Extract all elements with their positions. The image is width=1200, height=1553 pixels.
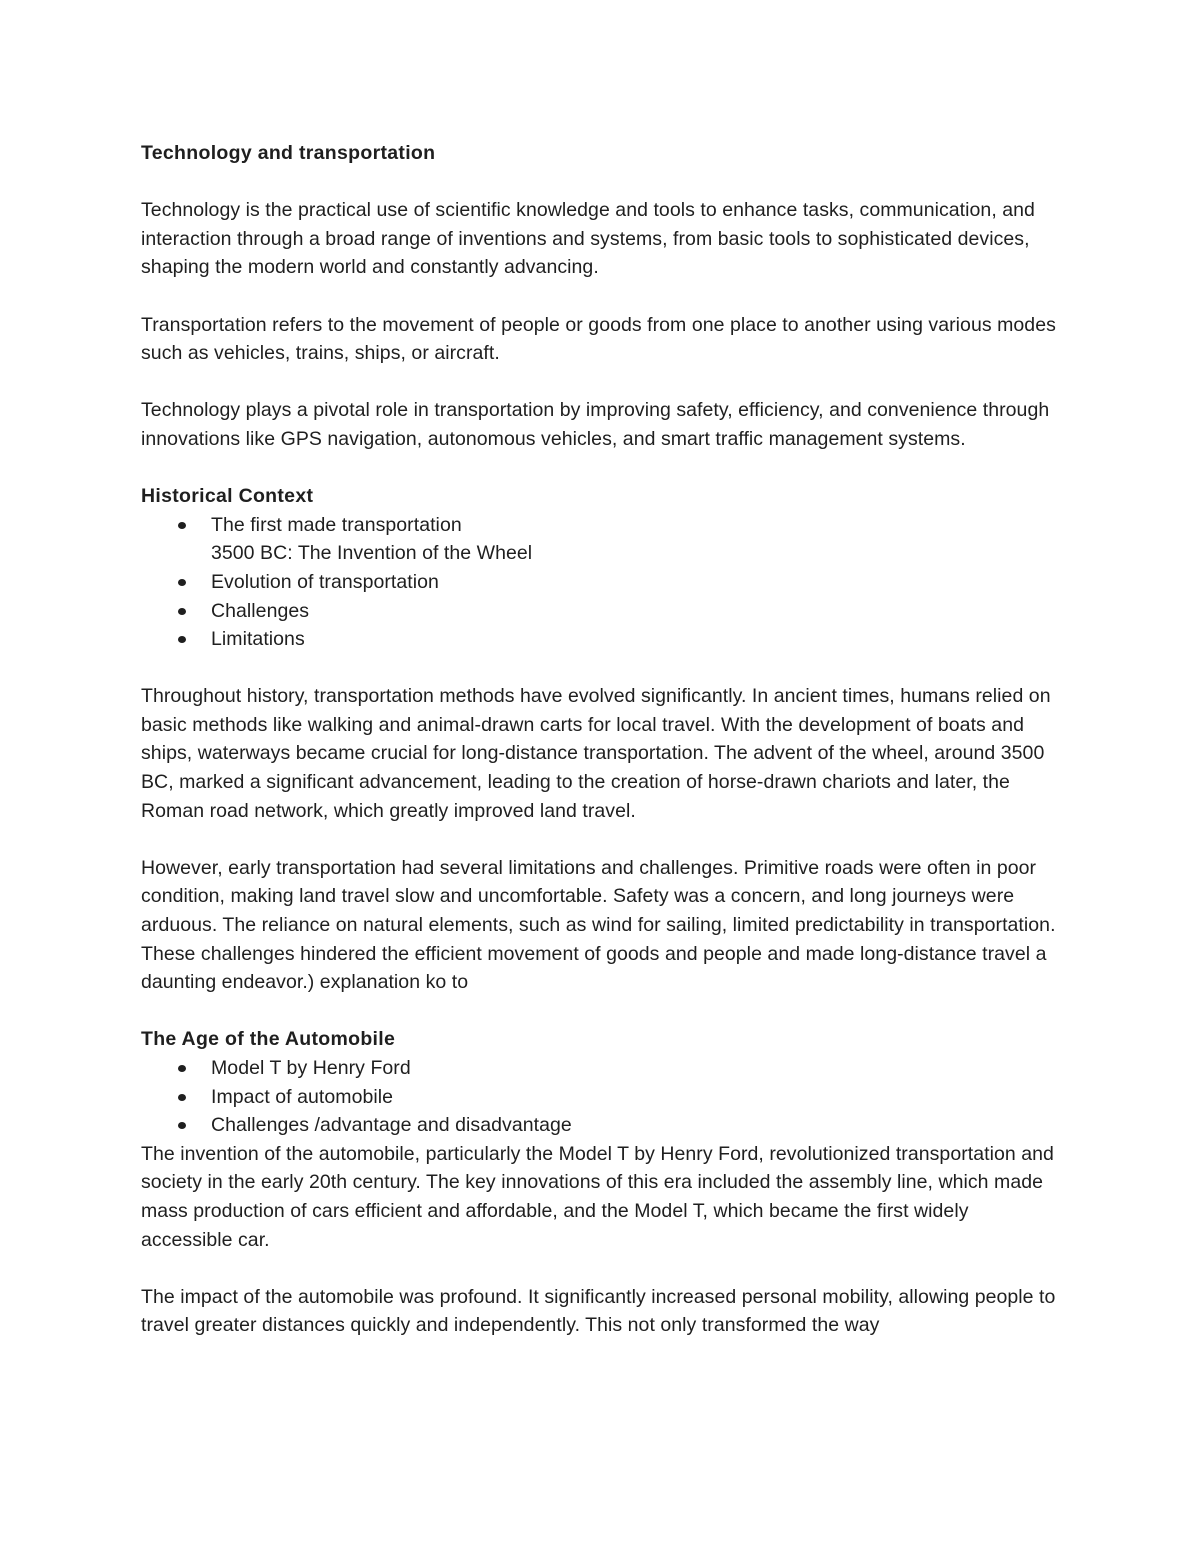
automobile-paragraph-invention: The invention of the automobile, particularly the Model T by Henry Ford, revolutionized transportation and society in the early 20th century. The key innovations of this era included the assembly line, which made mass production of cars efficient and affordable, and the Model T, which became the first widely accessible car.: [141, 1142, 1054, 1251]
list-item: [141, 1083, 1061, 1112]
spacer: [141, 654, 1061, 683]
bullet-icon: [178, 636, 186, 643]
list-item-text: Challenges /advantage and disadvantage: [211, 1114, 572, 1137]
list-item: [141, 511, 1061, 568]
list-item-text: Impact of automobile: [211, 1085, 394, 1108]
spacer: [141, 368, 1061, 397]
list-item: [141, 568, 1061, 597]
historical-paragraph-evolution: Throughout history, transportation methods have evolved significantly. In ancient times, humans relied on basic methods like walking and animal-drawn carts for local travel. With the development of boats and ships, waterways became crucial for long-distance transportation. The advent of the wheel, around 3500 BC, marked a significant advancement, leading to the creation of horse-drawn chariots and later, the Roman road network, which greatly improved land travel.: [141, 685, 1051, 822]
list-item-text: Evolution of transportation: [211, 570, 439, 593]
document-title: Technology and transportation: [141, 142, 436, 164]
bullet-icon: [178, 1122, 186, 1129]
historical-bullet-list: [141, 511, 1061, 654]
intro-paragraph-transportation: Transportation refers to the movement of people or goods from one place to another using various modes such as vehicles, trains, ships, or aircraft.: [141, 313, 1056, 365]
document-body: [141, 139, 1061, 1340]
list-item-subtext: 3500 BC: The Invention of the Wheel: [211, 542, 533, 565]
list-item: [141, 1111, 1061, 1140]
bullet-icon: [178, 522, 186, 529]
list-item-text: Limitations: [211, 628, 305, 651]
automobile-bullet-list: [141, 1054, 1061, 1140]
bullet-icon: [178, 608, 186, 615]
spacer: [141, 1254, 1061, 1283]
spacer: [141, 997, 1061, 1026]
list-item: [141, 625, 1061, 654]
section-heading-automobile: The Age of the Automobile: [141, 1028, 396, 1051]
automobile-paragraph-impact: The impact of the automobile was profound. It significantly increased personal mobility, allowing people to travel greater distances quickly and independently. This not only transformed the way: [141, 1285, 1056, 1337]
list-item: [141, 597, 1061, 626]
spacer: [141, 454, 1061, 483]
intro-paragraph-definition: Technology is the practical use of scientific knowledge and tools to enhance tasks, communication, and interaction through a broad range of inventions and systems, from basic tools to sophisticated devices, shaping the modern world and constantly advancing.: [141, 199, 1035, 279]
list-item-text: The first made transportation: [211, 513, 462, 536]
spacer: [141, 825, 1061, 854]
list-item-text: Model T by Henry Ford: [211, 1057, 411, 1079]
spacer: [141, 168, 1061, 197]
bullet-icon: [178, 1065, 186, 1072]
list-item: [141, 1054, 1061, 1083]
spacer: [141, 282, 1061, 311]
historical-paragraph-limitations: However, early transportation had several limitations and challenges. Primitive roads were often in poor condition, making land travel slow and uncomfortable. Safety was a concern, and long journeys were arduous. The reliance on natural elements, such as wind for sailing, limited predictability in transportation. These challenges hindered the efficient movement of goods and people and made long-distance travel a daunting endeavor.) explanation ko to: [141, 856, 1056, 994]
bullet-icon: [178, 1094, 186, 1101]
section-heading-historical: Historical Context: [141, 485, 314, 508]
intro-paragraph-role: Technology plays a pivotal role in transportation by improving safety, efficiency, and convenience through innovations like GPS navigation, autonomous vehicles, and smart traffic management systems.: [141, 399, 1050, 450]
bullet-icon: [178, 579, 186, 586]
list-item-text: Challenges: [211, 599, 310, 622]
